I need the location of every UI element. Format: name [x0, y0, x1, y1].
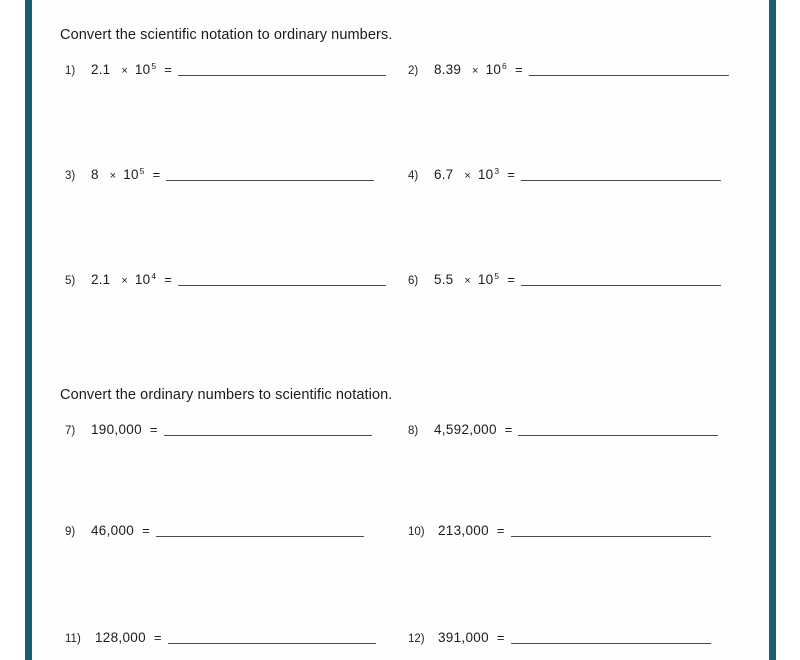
answer-blank[interactable]	[166, 167, 374, 181]
ordinary-number: 213,000	[438, 523, 489, 538]
ordinary-number: 391,000	[438, 630, 489, 645]
equals-sign: =	[507, 167, 515, 182]
answer-blank[interactable]	[521, 167, 721, 181]
answer-blank[interactable]	[156, 523, 364, 537]
answer-blank[interactable]	[168, 630, 376, 644]
worksheet-sheet	[32, 0, 769, 660]
equals-sign: =	[164, 62, 172, 77]
problem-4	[408, 165, 753, 182]
multiplication-sign: ×	[121, 275, 128, 287]
instruction-ordinary-to-scientific: Convert the ordinary numbers to scientific notation.	[60, 387, 393, 403]
ordinary-number: 190,000	[91, 422, 142, 437]
problem-row	[60, 270, 750, 300]
multiplication-sign: ×	[464, 275, 471, 287]
problem-10	[408, 521, 753, 538]
problem-number: 3)	[65, 170, 76, 182]
left-accent-rule	[25, 0, 32, 660]
exponent: 5	[151, 60, 157, 71]
equals-sign: =	[496, 630, 505, 645]
problem-1	[65, 60, 425, 77]
answer-blank[interactable]	[518, 422, 718, 436]
problem-7	[65, 420, 425, 437]
problem-number: 8)	[408, 425, 419, 437]
problem-12	[408, 628, 753, 645]
answer-blank[interactable]	[164, 422, 372, 436]
coefficient: 5.5	[434, 272, 454, 287]
base: 10	[485, 62, 502, 77]
problem-3	[65, 165, 425, 182]
equals-sign: =	[149, 422, 158, 437]
coefficient: 8	[91, 167, 99, 182]
multiplication-sign: ×	[121, 65, 128, 77]
problem-row	[60, 420, 750, 450]
exponent: 3	[494, 165, 500, 176]
problem-number: 12)	[408, 633, 425, 645]
multiplication-sign: ×	[464, 170, 471, 182]
equals-sign: =	[504, 422, 513, 437]
problem-8	[408, 420, 753, 437]
problem-number: 5)	[65, 275, 76, 287]
base: 10	[477, 167, 494, 182]
problem-2	[408, 60, 753, 77]
ordinary-number: 128,000	[95, 630, 146, 645]
coefficient: 8.39	[434, 62, 462, 77]
problem-number: 1)	[65, 65, 76, 77]
base: 10	[134, 272, 151, 287]
problem-5	[65, 270, 425, 287]
answer-blank[interactable]	[511, 523, 711, 537]
problem-row	[60, 521, 750, 551]
problem-row	[60, 165, 750, 195]
problem-number: 11)	[65, 633, 81, 645]
problem-9	[65, 521, 425, 538]
coefficient: 2.1	[91, 62, 111, 77]
exponent: 6	[502, 60, 507, 71]
exponent: 5	[139, 165, 145, 176]
coefficient: 6.7	[434, 167, 454, 182]
answer-blank[interactable]	[511, 630, 711, 644]
answer-blank[interactable]	[178, 272, 386, 286]
problem-row	[60, 60, 750, 90]
exponent: 4	[151, 270, 157, 281]
equals-sign: =	[152, 167, 161, 182]
base: 10	[477, 272, 494, 287]
multiplication-sign: ×	[472, 65, 479, 77]
equals-sign: =	[507, 272, 515, 287]
equals-sign: =	[496, 523, 505, 538]
exponent: 5	[494, 270, 500, 281]
answer-blank[interactable]	[529, 62, 729, 76]
problem-row	[60, 628, 750, 658]
ordinary-number: 4,592,000	[434, 422, 497, 437]
problem-6	[408, 270, 753, 287]
coefficient: 2.1	[91, 272, 111, 287]
equals-sign: =	[514, 62, 523, 77]
answer-blank[interactable]	[178, 62, 386, 76]
problem-number: 10)	[408, 526, 425, 538]
problem-number: 9)	[65, 526, 76, 538]
multiplication-sign: ×	[109, 170, 117, 182]
problem-number: 2)	[408, 65, 419, 77]
equals-sign: =	[164, 272, 172, 287]
problem-number: 4)	[408, 170, 419, 182]
problem-number: 6)	[408, 275, 419, 287]
ordinary-number: 46,000	[91, 523, 135, 538]
equals-sign: =	[142, 523, 150, 538]
problem-11	[65, 628, 425, 645]
base: 10	[123, 167, 139, 182]
instruction-scientific-to-ordinary: Convert the scientific notation to ordinary numbers.	[60, 27, 393, 43]
problem-number: 7)	[65, 425, 76, 437]
right-accent-rule	[769, 0, 776, 660]
answer-blank[interactable]	[521, 272, 721, 286]
equals-sign: =	[153, 630, 162, 645]
base: 10	[134, 62, 151, 77]
